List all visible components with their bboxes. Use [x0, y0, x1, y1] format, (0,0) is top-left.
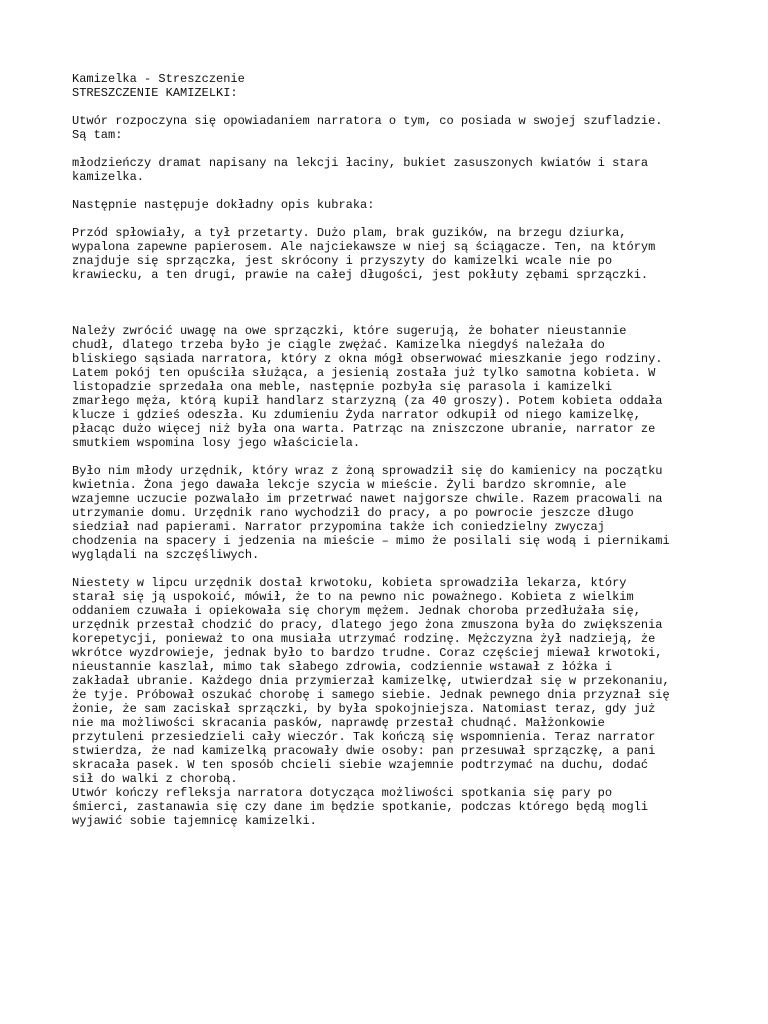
- document-title: Kamizelka - Streszczenie: [72, 72, 245, 86]
- body-paragraph-2: Było nim młody urzędnik, który wraz z żoną sprowadził się do kamienicy na początku kwietnia. Żona jego dawała lekcje szycia w mieście. Żyli bardzo skromnie, ale wzajemne uczucie pozwalało im przetrwać nawet najgorsze chwile. Razem pracowali na utrzymanie domu. Urzędnik rano wychodził do pracy, a po powrocie jeszcze długo siedział nad papierami. Narrator przypomina także ich coniedzielny zwyczaj chodzenia na spacery i jedzenia na mieście – mimo że posilali się wodą i piernikami wyglądali na szczęśliwych.: [72, 464, 670, 562]
- document-heading: STRESZCZENIE KAMIZELKI:: [72, 86, 238, 100]
- body-paragraph-3: Niestety w lipcu urzędnik dostał krwotoku, kobieta sprowadziła lekarza, który starał się ją uspokoić, mówił, że to na pewno nic poważnego. Kobieta z wielkim oddaniem czuwała i opiekowała się chorym mężem. Jednak choroba przedłużała się, urzędnik przestał chodzić do pracy, dlatego jego żona zmuszona była do zwiększenia korepetycji, ponieważ to ona musiała utrzymać rodzinę. Mężczyzna żył nadzieją, że wkrótce wyzdrowieje, jednak było to bardzo trudne. Coraz częściej miewał krwotoki, nieustannie kaszlał, mimo tak słabego zdrowia, codziennie wstawał z łóżka i zakładał ubranie. Każdego dnia przymierzał kamizelkę, utwierdzał się w przekonaniu, że tyje. Próbował oszukać chorobę i samego siebie. Jednak pewnego dnia przyznał się żonie, że sam zaciskał sprzączki, by była spokojniejsza. Natomiast teraz, gdy już nie ma możliwości skracania pasków, naprawdę przestał chudnąć. Małżonkowie przytuleni przesiedzieli cały wieczór. Tak kończą się wspomnienia. Teraz narrator stwierdza, że nad kamizelką pracowały dwie osoby: pan przesuwał sprzączkę, a pani skracała pasek. W ten sposób chcieli siebie wzajemnie podtrzymać na duchu, dodać sił do walki z chorobą.: [72, 576, 670, 786]
- description-paragraph: Przód spłowiały, a tył przetarty. Dużo plam, brak guzików, na brzegu dziurka, wypalona zapewne papierosem. Ale najciekawsze w niej są ściągacze. Ten, na którym znajduje się sprzączka, jest skrócony i przyszyty do kamizelki wcale nie po krawiecku, a ten drugi, prawie na całej długości, jest pokłuty zębami sprzączki.: [72, 226, 656, 282]
- description-intro: Następnie następuje dokładny opis kubraka:: [72, 198, 375, 212]
- items-paragraph: młodzieńczy dramat napisany na lekcji łaciny, bukiet zasuszonych kwiatów i stara kamizelka.: [72, 156, 649, 184]
- body-paragraph-1: Należy zwrócić uwagę na owe sprzączki, które sugerują, że bohater nieustannie chudł, dlatego trzeba było je ciągle zwężać. Kamizelka niegdyś należała do bliskiego sąsiada narratora, który z okna mógł obserwować mieszkanie jego rodziny. Latem pokój ten opuściła służąca, a jesienią została już tylko samotna kobieta. W listopadzie sprzedała ona meble, następnie pozbyła się parasola i kamizelki zmarłego męża, którą kupił handlarz starzyzną (za 40 groszy). Potem kobieta oddała klucze i gdzieś odeszła. Ku zdumieniu Żyda narrator odkupił od niego kamizelkę, płacąc dużo więcej niż była ona warta. Patrząc na zniszczone ubranie, narrator ze smutkiem wspomina losy jego właściciela.: [72, 324, 663, 450]
- document-page: [72, 72, 712, 828]
- body-paragraph-4: Utwór kończy refleksja narratora dotycząca możliwości spotkania się pary po śmierci, zastanawia się czy dane im będzie spotkanie, podczas którego będą mogli wyjawić sobie tajemnicę kamizelki.: [72, 786, 649, 828]
- intro-paragraph: Utwór rozpoczyna się opowiadaniem narratora o tym, co posiada w swojej szufladzie. Są tam:: [72, 114, 663, 142]
